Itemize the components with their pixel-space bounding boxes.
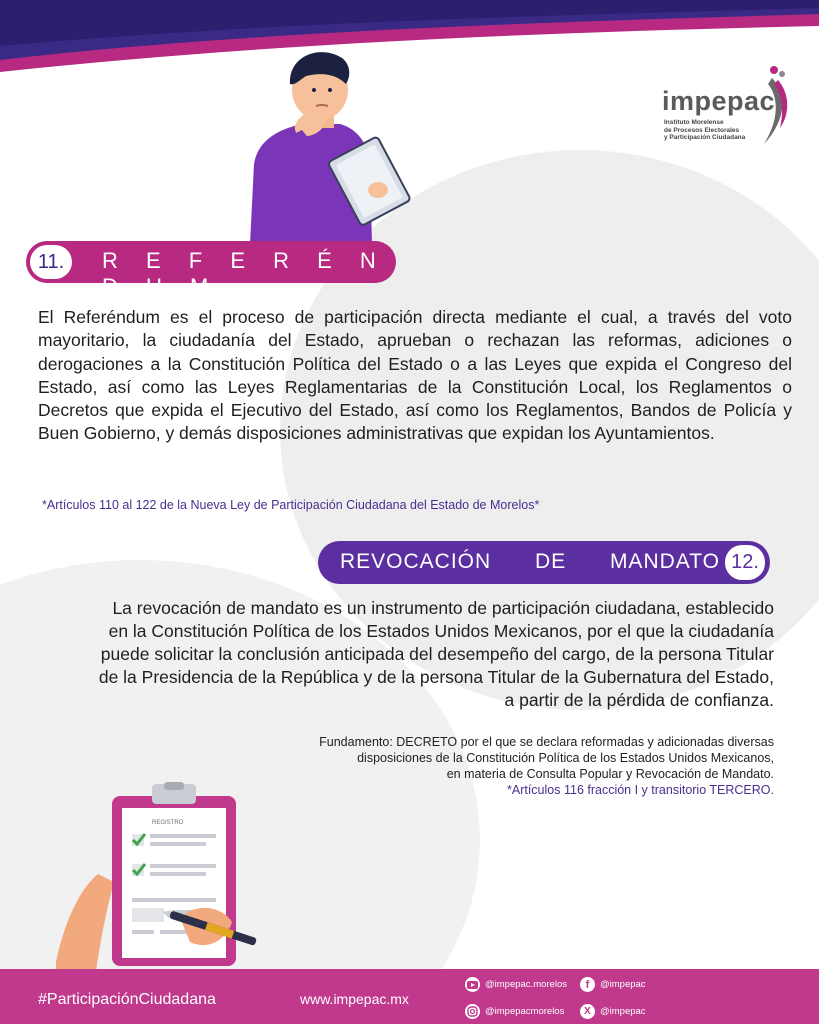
x-link[interactable] <box>580 1004 646 1019</box>
fundamento-articles: *Artículos 116 fracción I y transitorio TERCERO. <box>507 783 774 797</box>
section-12-number: 12. <box>725 545 765 580</box>
footer-website-link[interactable]: www.impepac.mx <box>300 991 409 1007</box>
footer-bar <box>0 969 819 1024</box>
facebook-handle: @impepac <box>600 979 646 990</box>
person-thinking-illustration <box>240 44 420 244</box>
x-icon: X <box>580 1004 595 1019</box>
logo-wordmark: impepac <box>662 86 776 116</box>
section-11-number: 11. <box>30 245 72 279</box>
section-11-title: R E F E R É N D U M <box>102 248 387 299</box>
section-12-title: REVOCACIÓN DE MANDATO <box>340 550 720 573</box>
youtube-link[interactable] <box>465 977 567 992</box>
section-12-header <box>318 541 770 584</box>
impepac-logo <box>662 62 792 152</box>
clipboard-illustration <box>56 782 276 972</box>
instagram-icon <box>465 1004 480 1019</box>
referendum-legal-note: *Artículos 110 al 122 de la Nueva Ley de Participación Ciudadana del Estado de Morelos* <box>42 498 540 512</box>
youtube-handle: @impepac.morelos <box>485 979 567 990</box>
facebook-link[interactable] <box>580 977 646 992</box>
youtube-icon <box>465 977 480 992</box>
x-handle: @impepac <box>600 1006 646 1017</box>
footer-hashtag: #ParticipaciónCiudadana <box>38 991 216 1008</box>
logo-mark-icon <box>752 62 792 147</box>
fundamento-note: Fundamento: DECRETO por el que se declara reformadas y adicionadas diversas disposiciones de la Constitución Política de los Estados Unidos Mexicanos, en materia de Consulta Popular y Revocación de Mandato. *Artículos 116 fracción I y transitorio TERCERO. <box>220 734 774 798</box>
instagram-handle: @impepacmorelos <box>485 1006 565 1017</box>
section-11-header <box>26 241 396 299</box>
referendum-description: El Referéndum es el proceso de participación directa mediante el cual, a través del voto mayoritario, la ciudadanía del Estado, aprueban o rechazan las reformas, adiciones o derogaciones a la Constitución Política del Estado o a las Leyes que expida el Congreso del Estado, así como las Leyes Reglamentarias de la Constitución Local, los Reglamentos o Decretos que expida el Ejecutivo del Estado, así como los Reglamentos, Bandos de Policía y Buen Gobierno, y demás disposiciones administrativas que expidan los Ayuntamientos. <box>38 307 792 444</box>
clipboard-title: REGISTRO <box>152 820 184 826</box>
facebook-icon: f <box>580 977 595 992</box>
logo-subtitle: Instituto Morelense de Procesos Electorales y Participación Ciudadana <box>664 119 746 141</box>
revocacion-description: La revocación de mandato es un instrumento de participación ciudadana, establecido en la Constitución Política de los Estados Unidos Mexicanos, por el que la ciudadanía puede solicitar la conclusión anticipada del desempeño del cargo, de la persona Titular de la Presidencia de la República y de la persona Titular de la Gubernatura del Estado, a partir de la pérdida de confianza. <box>98 598 774 710</box>
instagram-link[interactable] <box>465 1004 564 1019</box>
